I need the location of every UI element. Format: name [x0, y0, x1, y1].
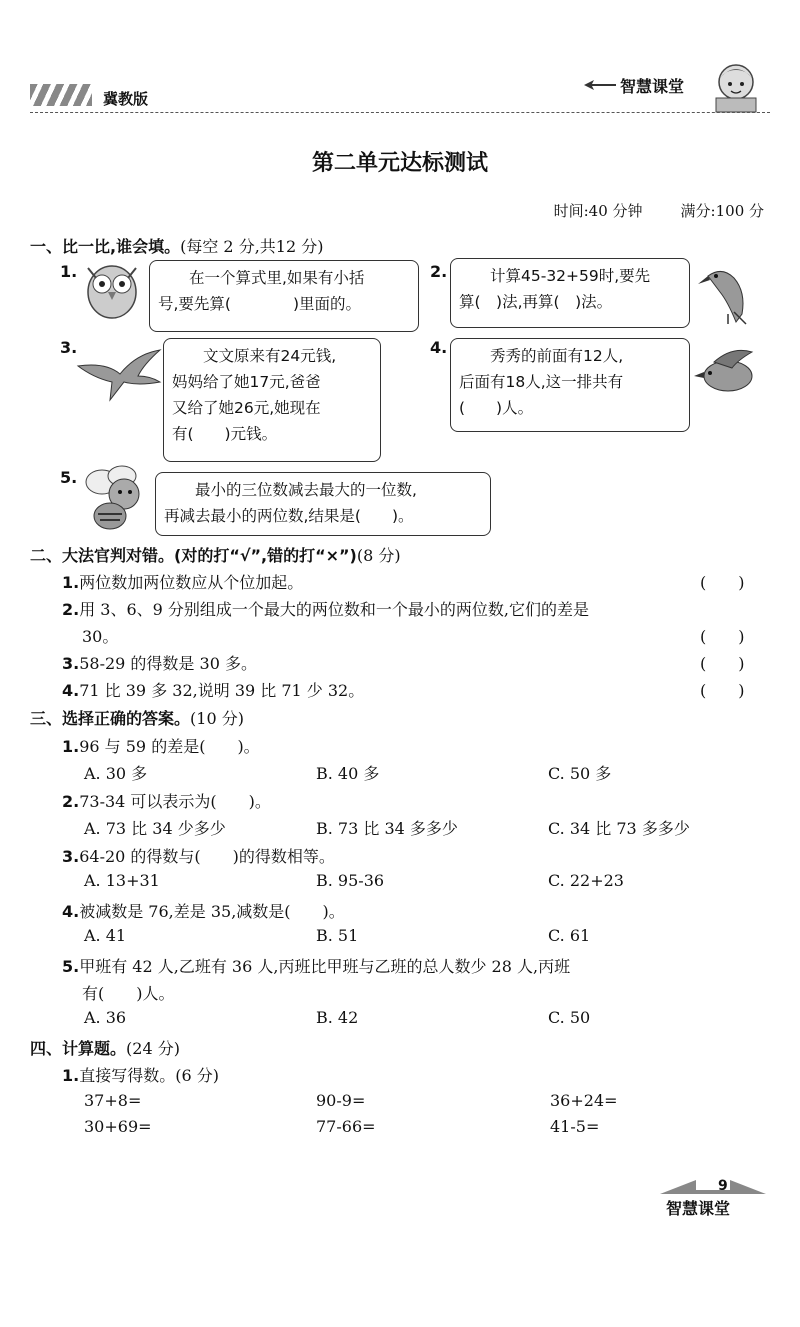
s1-q5-number: 5.	[60, 468, 78, 487]
s3-q4-option-b[interactable]: B. 51	[316, 926, 359, 945]
s2-item-2: 2.用 3、6、9 分别组成一个最大的两位数和一个最小的两位数,它们的差是	[62, 600, 590, 619]
s3-q3: 3.64-20 的得数与( )的得数相等。	[62, 847, 335, 866]
test-meta	[516, 200, 764, 221]
edition-label: 冀教版	[103, 90, 149, 108]
s3-q5-option-a[interactable]: A. 36	[84, 1008, 127, 1027]
section-3-title: 三、选择正确的答案。(10 分)	[30, 709, 244, 728]
header-divider	[30, 112, 770, 113]
s2-item-4: 4.71 比 39 多 32,说明 39 比 71 少 32。	[62, 681, 365, 700]
s1-q3-number: 3.	[60, 338, 78, 357]
s3-q4-option-a[interactable]: A. 41	[84, 926, 127, 945]
woodpecker-icon	[698, 262, 758, 326]
girl-mascot-icon	[706, 58, 766, 114]
s1-q1-number: 1.	[60, 262, 78, 281]
s1-q3-line2: 妈妈给了她17元,爸爸	[172, 373, 321, 391]
time-limit: 时间:40 分钟	[553, 202, 643, 220]
s3-q3-option-a[interactable]: A. 13+31	[84, 871, 160, 890]
s3-q4-option-c[interactable]: C. 61	[548, 926, 591, 945]
page-title: 第二单元达标测试	[311, 151, 488, 176]
s3-q5: 5.甲班有 42 人,乙班有 36 人,丙班比甲班与乙班的总人数少 28 人,丙班	[62, 957, 571, 976]
flying-bird-icon	[76, 346, 162, 402]
s2-item-1: 1.两位数加两位数应从个位加起。	[62, 573, 304, 592]
sparrow-icon	[692, 346, 758, 396]
s2-answer-1[interactable]: ( )	[700, 573, 745, 592]
footer-banner-icon	[660, 1180, 766, 1194]
calc-item: 41-5=	[550, 1117, 600, 1136]
s1-q1-bubble	[149, 260, 419, 332]
s1-q4-number: 4.	[430, 338, 448, 357]
s1-q3-line4: 有( )元钱。	[172, 425, 278, 443]
full-score: 满分:100 分	[680, 202, 764, 220]
s2-answer-2[interactable]: ( )	[700, 627, 745, 646]
s3-q2-option-c[interactable]: C. 34 比 73 多多少	[548, 819, 690, 838]
s3-q3-option-c[interactable]: C. 22+23	[548, 871, 624, 890]
s1-q2-bubble	[450, 258, 690, 328]
section-2-title: 二、大法官判对错。(对的打“√”,错的打“×”)(8 分)	[30, 546, 401, 565]
s2-item-3: 3.58-29 的得数是 30 多。	[62, 654, 257, 673]
s1-q3-line3: 又给了她26元,她现在	[172, 399, 321, 417]
section-1-title: 一、比一比,谁会填。(每空 2 分,共12 分)	[30, 237, 324, 256]
s1-q5-line2: 再减去最小的两位数,结果是( )。	[164, 507, 414, 525]
s1-q5-bubble	[155, 472, 491, 536]
s1-q1-line1: 在一个算式里,如果有小括	[189, 269, 365, 287]
s3-q1-option-a[interactable]: A. 30 多	[84, 764, 148, 783]
s2-answer-3[interactable]: ( )	[700, 654, 745, 673]
s1-q1-line2: 号,要先算( )里面的。	[158, 295, 362, 313]
s3-q1-option-b[interactable]: B. 40 多	[316, 764, 380, 783]
owl-icon	[78, 256, 146, 322]
s4-q1: 1.直接写得数。(6 分)	[62, 1066, 219, 1085]
s1-q3-line1: 文文原来有24元钱,	[203, 347, 337, 365]
s3-q2-option-a[interactable]: A. 73 比 34 少多少	[84, 819, 226, 838]
brand-label: 智慧课堂	[620, 77, 685, 96]
s3-q2-option-b[interactable]: B. 73 比 34 多多少	[316, 819, 458, 838]
s2-answer-4[interactable]: ( )	[700, 681, 745, 700]
s1-q4-line2: 后面有18人,这一排共有	[459, 373, 624, 391]
s1-q4-bubble	[450, 338, 690, 432]
s3-q4: 4.被减数是 76,差是 35,减数是( )。	[62, 902, 345, 921]
calc-item: 36+24=	[550, 1091, 618, 1110]
s3-q5-option-b[interactable]: B. 42	[316, 1008, 359, 1027]
s1-q2-line1: 计算45-32+59时,要先	[490, 267, 651, 285]
s1-q4-line3: ( )人。	[459, 399, 534, 417]
s3-q5-cont: 有( )人。	[82, 984, 175, 1003]
s1-q4-line1: 秀秀的前面有12人,	[490, 347, 624, 365]
arrow-icon	[584, 80, 616, 90]
s3-q1-option-c[interactable]: C. 50 多	[548, 764, 612, 783]
s3-q5-option-c[interactable]: C. 50	[548, 1008, 591, 1027]
s1-q3-bubble	[163, 338, 381, 462]
calc-item: 37+8=	[84, 1091, 142, 1110]
footer-brand: 智慧课堂	[666, 1199, 731, 1218]
s1-q2-line2: 算( )法,再算( )法。	[459, 293, 613, 311]
page-number: 9	[718, 1178, 728, 1194]
s2-item-2-cont: 30。	[82, 627, 119, 646]
s3-q2: 2.73-34 可以表示为( )。	[62, 792, 271, 811]
section-4-title: 四、计算题。(24 分)	[30, 1039, 180, 1058]
bee-icon	[78, 460, 158, 532]
calc-item: 30+69=	[84, 1117, 152, 1136]
header-stripes	[30, 84, 92, 106]
calc-item: 90-9=	[316, 1091, 366, 1110]
s1-q5-line1: 最小的三位数减去最大的一位数,	[195, 481, 417, 499]
s3-q1: 1.96 与 59 的差是( )。	[62, 737, 260, 756]
s1-q2-number: 2.	[430, 262, 448, 281]
calc-item: 77-66=	[316, 1117, 376, 1136]
s3-q3-option-b[interactable]: B. 95-36	[316, 871, 385, 890]
